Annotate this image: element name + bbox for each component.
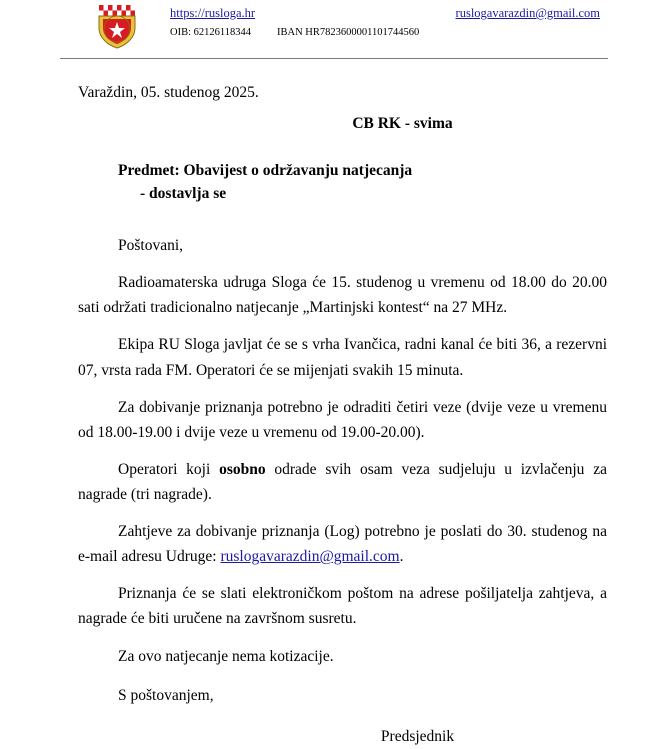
website-link[interactable]: https://rusloga.hr (170, 6, 256, 20)
rk-sloga-coat-of-arms-logo (93, 2, 141, 50)
paragraph-log-submission (78, 519, 607, 569)
prize-draw-text-post: odrade svih osam veza sudjeluju u izvlačenju za nagrade (tri nagrade). (78, 460, 607, 504)
salutation: Poštovani, (118, 237, 184, 255)
paragraph-award-requirements: Za dobivanje priznanja potrebno je odraditi četiri veze (dvije veze u vremenu od 18.00-19.00 i dvije veze u vremenu od 19.00-20.00). (78, 398, 607, 441)
letterhead (0, 0, 667, 62)
document-body (0, 80, 667, 749)
paragraph-no-fee: Za ovo natjecanje nema kotizacije. (118, 647, 334, 665)
log-submission-text-post: . (399, 548, 404, 566)
signature-title: Predsjednik (380, 727, 455, 745)
subject-line-1: Predmet: Obavijest o održavanju natjecanja (118, 162, 413, 180)
closing: S poštovanjem, (118, 686, 214, 704)
paragraph-prize-draw (78, 457, 607, 507)
subject-line-2: - dostavlja se (140, 184, 227, 202)
subject-block (118, 160, 607, 205)
prize-draw-emphasis: osobno (219, 460, 266, 478)
place-and-date: Varaždin, 05. studenog 2025. (78, 84, 259, 101)
header-divider (60, 58, 608, 59)
paragraph-award-delivery: Priznanja će se slati elektroničkom poštom na adrese pošiljatelja zahtjeva, a nagrade će biti uručene na završnom susretu. (78, 585, 607, 628)
email-link[interactable]: ruslogavarazdin@gmail.com (455, 6, 600, 20)
submission-email-link[interactable]: ruslogavarazdin@gmail.com (220, 548, 400, 566)
addressee: CB RK - svima (352, 115, 453, 133)
prize-draw-text-pre: Operatori koji (118, 460, 220, 478)
header-identifiers (170, 27, 600, 38)
paragraph-contest-announcement: Radioamaterska udruga Sloga će 15. studenog u vremenu od 18.00 do 20.00 sati održati tradicionalno natjecanje „Martinjski kontest“ na 27 MHz. (78, 274, 607, 317)
log-submission-text-pre: Zahtjeve za dobivanje priznanja (Log) potrebno je poslati do 30. studenog na e-mail adresu Udruge: (78, 523, 607, 566)
iban-text: IBAN HR7823600001101744560 (277, 27, 420, 38)
header-links (170, 6, 600, 21)
oib-text: OIB: 62126118344 (170, 27, 251, 38)
paragraph-team-info: Ekipa RU Sloga javljat će se s vrha Ivančica, radni kanal će biti 36, a rezervni 07, vrsta rada FM. Operatori će se mijenjati svakih 15 minuta. (78, 336, 607, 379)
